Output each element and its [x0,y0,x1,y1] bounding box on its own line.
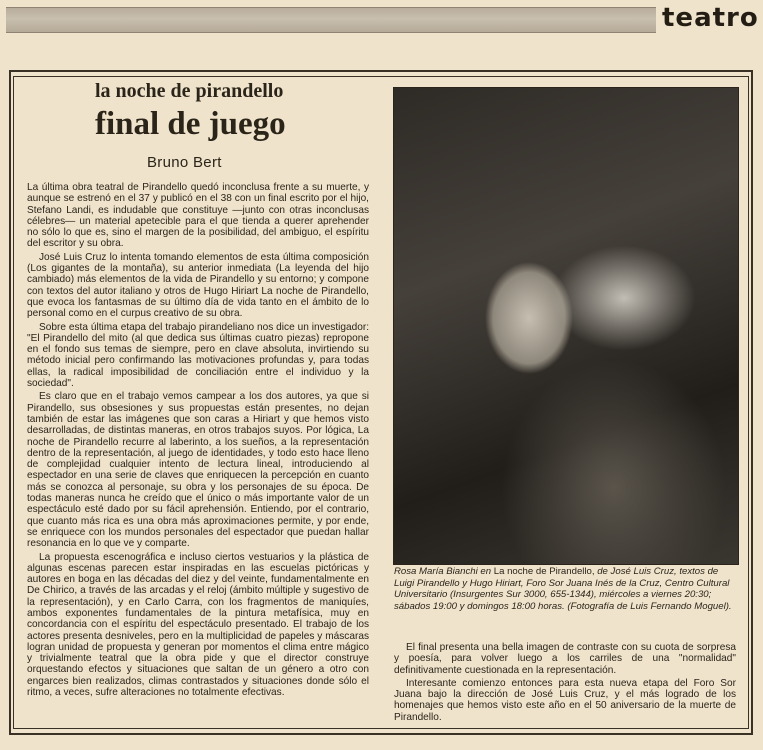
article-kicker: la noche de pirandello [95,80,284,102]
caption-play-title: La noche de Pirandello, [493,566,595,577]
closing-paragraph: El final presenta una bella imagen de contraste con su cuota de sorpresa y poesía, para volver luego a los carriles de una "normalidad" definitivamente cuestionada en la representación. [394,642,736,676]
article-body [27,182,369,722]
body-paragraph: Sobre esta última etapa del trabajo pirandeliano nos dice un investigador: "El Pirandello del mito (al que dedica sus últimas cuatro piezas) repropone en el fondo sus temas de siempre, pero en clave absoluta, invirtiendo su método inicial pero confirmando las motivaciones profundas y, para todas ellas, la radical imposibilidad de conciliación entre el individuo y la sociedad". [27,321,369,390]
body-paragraph: La propuesta escenográfica e incluso ciertos vestuarios y la plástica de algunas escenas parecen estar inspiradas en las escuelas pictóricas y autores en boga en las décadas del diez y del veinte, fundamentalmente en De Chirico, a través de las arcadas y el reloj (ámbito múltiple y sugestivo de la representación), y en Carlo Carra, con los fragmentos de maniquíes, ambos exponentes fundamentales de la pintura metafísica, muy en concordancia con el espíritu del espectáculo presentado. El trabajo de los actores presenta desniveles, pero en la multiplicidad de papeles y máscaras logran unidad de propuesta y generan por momentos el clima entre mágico y trivialmente teatral que la obra pide y que el director construye orquestando efectos y situaciones que saltan de un género a otro con engarces bien realizados, climas contrastados y situaciones donde sólo el ritmo, a veces, sufre alteraciones no totalmente efectivas. [27,551,369,699]
body-paragraph: José Luis Cruz lo intenta tomando elementos de esta última composición (Los gigantes de la montaña), su anterior inmediata (La leyenda del hijo cambiado) más elementos de la vida de Pirandello y su entorno; y compone con textos del autor italiano y otros de Hugo Hiriart La noche de Pirandello, que evoca los fantasmas de su último día de vida tanto en el ámbito de lo personal como en el curpus creativo de su obra. [27,251,369,320]
caption-details: de José Luis Cruz, textos de Luigi Pirandello y Hugo Hiriart, Foro Sor Juana Inés de la Cruz, Centro Cultural Universitario (Insurgentes Sur 3000, 655-1344), miércoles a viernes 20:30; sábados 19:00 y domingos 18:00 horas. (Fotografía de Luis Fernando Moguel). [394,566,732,612]
article-byline: Bruno Bert [147,154,222,171]
body-paragraph: Es claro que en el trabajo vemos campear a los dos autores, ya que si Pirandello, sus obsesiones y sus propuestas están presentes, no dejan también de estar las imágenes que son caras a Hiriart y que hemos visto desarrolladas, de distintas maneras, en otros trabajos suyos. Por lógica, La noche de Pirandello recurre al laberinto, a los sueños, a la representación dentro de la representación, al juego de identidades, y todo esto hace lleno de complejidad cualquier intento de lectura lineal, introduciendo al espectador en una serie de claves que enriquecen la percepción en cuanto más se conozca al personaje, su obra y los personajes de su época. De todas maneras nunca he creído que el único o más importante valor de un espectáculo esté dado por su fácil aprehensión. Entiendo, por el contrario, que cuanto más rica es una obra más aproximaciones permite, y por ende, se enriquece con los mundos personales del espectador que puedan hallar resonancia en lo que ve y comparte. [27,391,369,550]
caption-names: Rosa María Bianchi en [394,566,492,577]
body-paragraph: La última obra teatral de Pirandello quedó inconclusa frente a su muerte, y aunque se estrenó en el 37 y publicó en el 38 con un final escrito por el hijo, Stefano Landi, es indudable que constituye —junto con otras inconclusas célebres— un material apetecible para el que tienda a querer aprehender no sólo lo que es, sino el margen de la posibilidad, del ambiguo, el espíritu del escritor y su obra. [27,182,369,250]
article-headline: final de juego [95,106,286,142]
closing-paragraph: Interesante comienzo entonces para esta nueva etapa del Foro Sor Juana bajo la dirección de José Luis Cruz, y el más logrado de los homenajes que hemos visto este año en el 50 aniversario de la muerte de Pirandello. [394,677,736,723]
section-header-band [6,7,656,33]
photo-caption [394,566,736,612]
article-closing [394,642,736,725]
section-label: teatro [662,3,759,33]
performance-photo [393,87,739,565]
